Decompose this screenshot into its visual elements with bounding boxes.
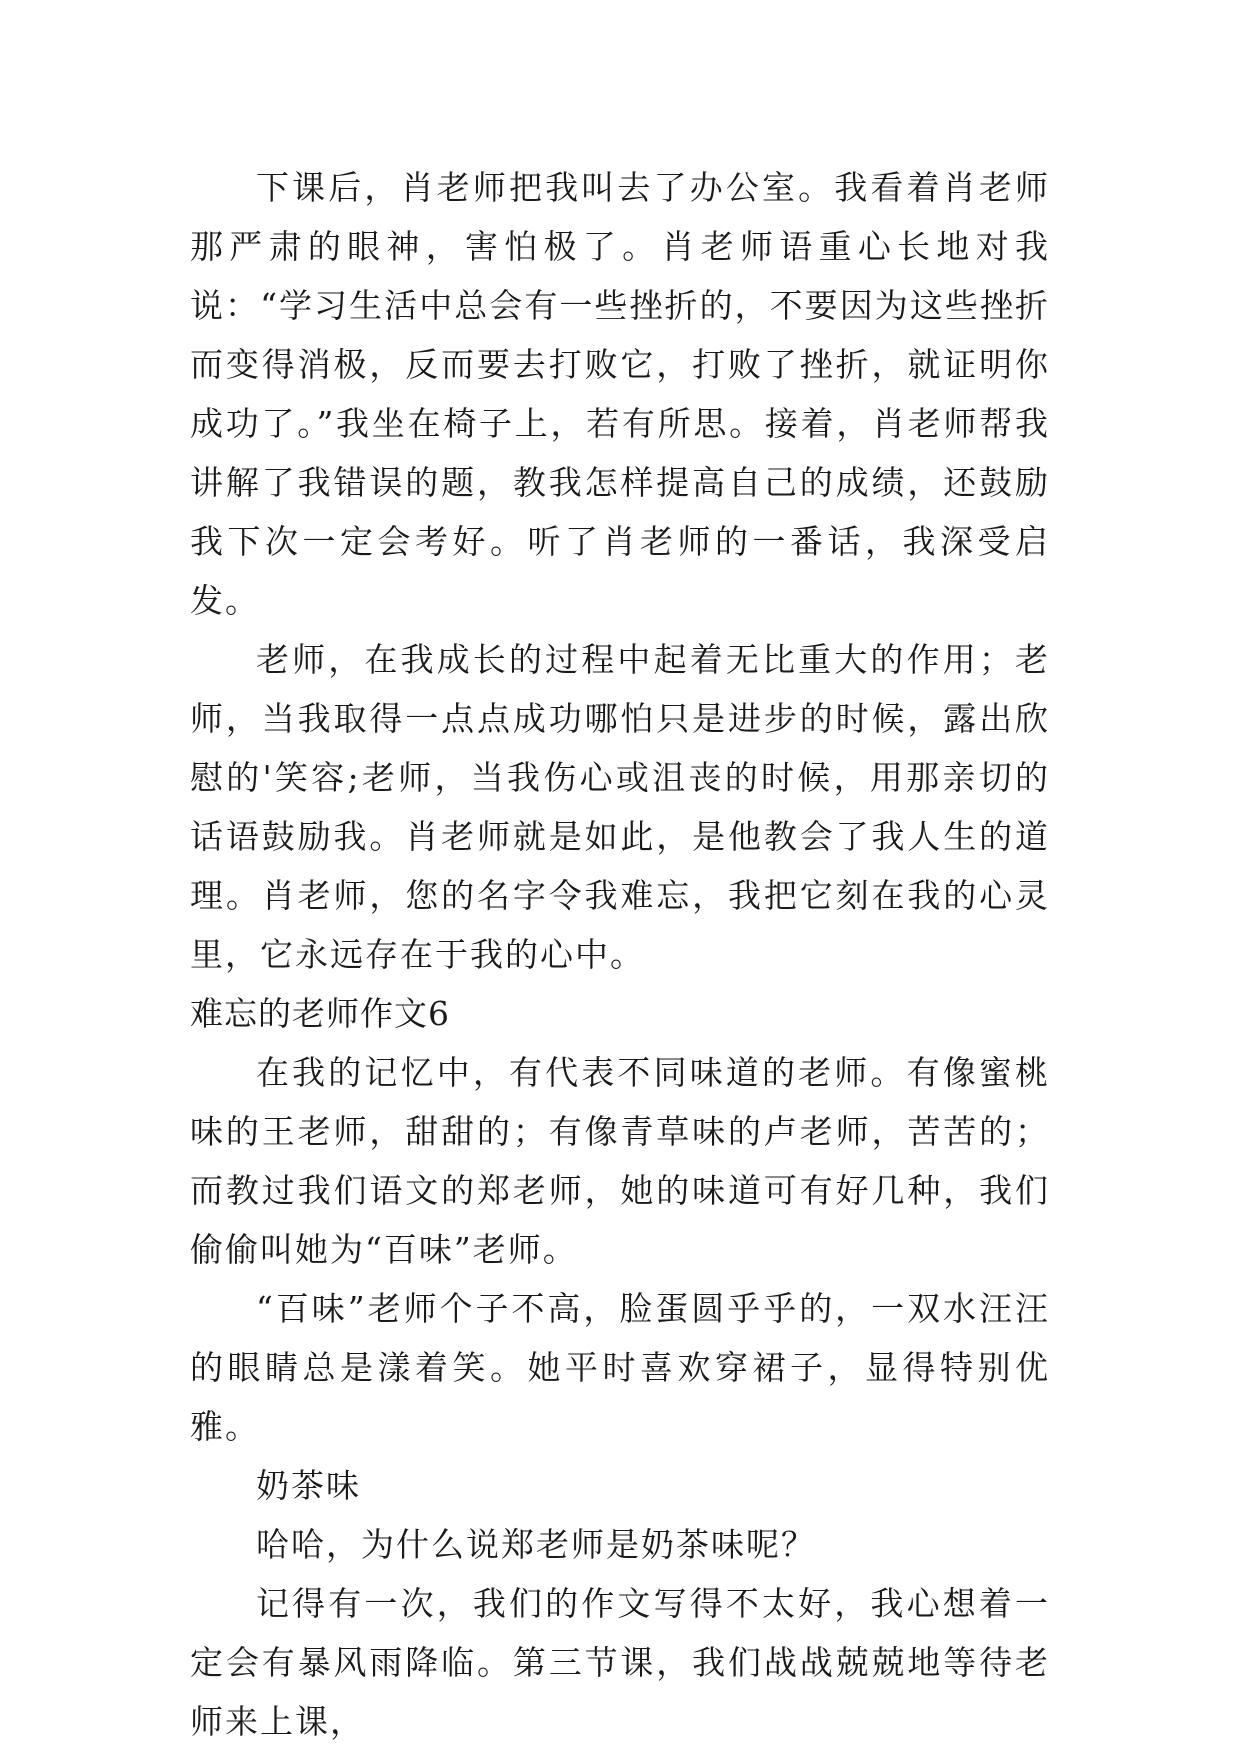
document-body (190, 158, 1050, 1751)
subheading-milk-tea: 奶茶味 (256, 1466, 361, 1505)
paragraph-memory-flavors: 在我的记忆中，有代表不同味道的老师。有像蜜桃味的王老师，甜甜的；有像青草味的卢老师，苦苦的；而教过我们语文的郑老师，她的味道可有好几种，我们偷偷叫她为“百味”老师。 (190, 1053, 1050, 1269)
paragraph-essay-story: 记得有一次，我们的作文写得不太好，我心想着一定会有暴风雨降临。第三节课，我们战战兢兢地等待老师来上课， (190, 1584, 1050, 1741)
paragraph-office-talk: 下课后，肖老师把我叫去了办公室。我看着肖老师那严肃的眼神，害怕极了。肖老师语重心长地对我说：“学习生活中总会有一些挫折的，不要因为这些挫折而变得消极，反而要去打败它，打败了挫折，就证明你成功了。”我坐在椅子上，若有所思。接着，肖老师帮我讲解了我错误的题，教我怎样提高自己的成绩，还鼓励我下次一定会考好。听了肖老师的一番话，我深受启发。 (190, 168, 1050, 620)
paragraph-teacher-description: “百味”老师个子不高，脸蛋圆乎乎的，一双水汪汪的眼睛总是漾着笑。她平时喜欢穿裙子，显得特别优雅。 (190, 1289, 1050, 1446)
section-heading: 难忘的老师作文6 (190, 994, 450, 1033)
paragraph-teacher-role: 老师，在我成长的过程中起着无比重大的作用；老师，当我取得一点点成功哪怕只是进步的时候，露出欣慰的'笑容;老师，当我伤心或沮丧的时候，用那亲切的话语鼓励我。肖老师就是如此，是他教会了我人生的道理。肖老师，您的名字令我难忘，我把它刻在我的心灵里，它永远存在于我的心中。 (190, 640, 1050, 974)
paragraph-question: 哈哈，为什么说郑老师是奶茶味呢？ (256, 1525, 816, 1564)
